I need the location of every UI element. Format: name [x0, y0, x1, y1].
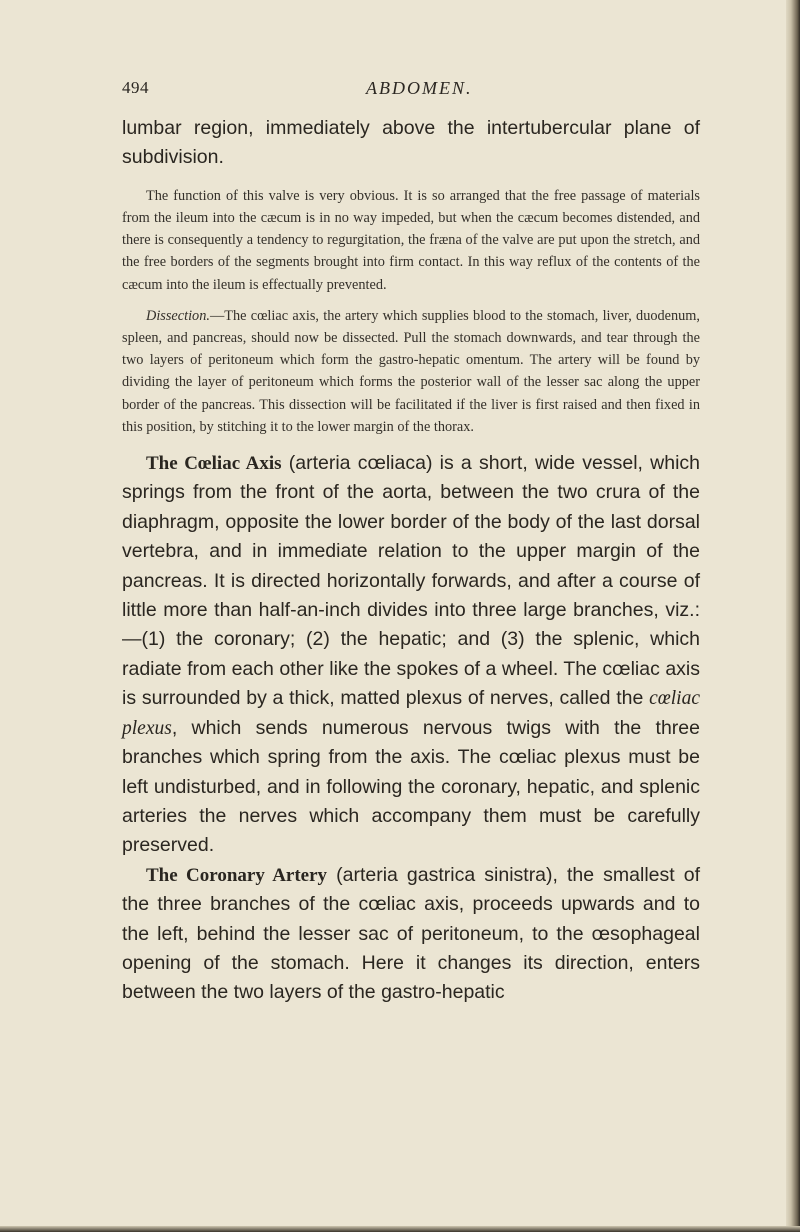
page-number: 494	[122, 78, 149, 97]
coronary-artery-text: (arteria gastrica sinistra), the smallest of the three branches of the cœliac axis, proceeds upwards and to the left, behind the lesser sac of peritoneum, to the œsophageal opening of the stomach. Here it changes its direction, enters between the two layers of the gastro-hepatic	[122, 863, 700, 1004]
paragraph-coeliac-axis	[122, 449, 700, 861]
coeliac-axis-text-b: , which sends numerous nervous twigs with the three branches which spring from the axis. The cœliac plexus must be left undisturbed, and in following the coronary, hepatic, and splenic arteries the nerves which accompany them must be carefully preserved.	[122, 716, 700, 857]
coeliac-axis-heading: The Cœliac Axis	[146, 453, 282, 475]
running-head: ABDOMEN.	[366, 78, 473, 98]
dissection-text: —The cœliac axis, the artery which supplies blood to the stomach, liver, duodenum, spleen, and pancreas, should now be dissected. Pull the stomach downwards, and tear through the two layers of peritoneum which form the gastro-hepatic omentum. The artery will be found by dividing the layer of peritoneum which forms the posterior wall of the lesser sac along the upper border of the pancreas. This dissection will be facilitated if the liver is first raised and then fixed in this position, by stitching it to the lower margin of the thorax.	[122, 307, 700, 435]
paragraph-valve-function: The function of this valve is very obvious. It is so arranged that the free passage of materials from the ileum into the cæcum is in no way impeded, but when the cæcum becomes distended, and there is consequently a tendency to regurgitation, the fræna of the valve are put upon the stretch, and the free borders of the segments brought into firm contact. In this way reflux of the contents of the cæcum into the ileum is effectually prevented.	[122, 187, 700, 293]
page-bottom-shadow	[0, 1226, 800, 1232]
page-body	[122, 114, 700, 1008]
page-edge-shadow	[786, 0, 800, 1232]
dissection-heading: Dissection.	[146, 307, 210, 324]
page-header	[122, 78, 702, 102]
paragraph-continuation: lumbar region, immediately above the intertubercular plane of subdivision.	[122, 117, 700, 169]
paragraph-dissection	[122, 305, 700, 438]
coeliac-plexus-term: cœliac plexus	[122, 688, 700, 739]
coeliac-axis-text-a: (arteria cœliaca) is a short, wide vessel, which springs from the front of the aorta, between the two crura of the diaphragm, opposite the lower border of the body of the last dorsal vertebra, and in immediate relation to the upper margin of the pancreas. It is directed horizontally forwards, and after a course of little more than half-an-inch divides into three large branches, viz.:—(1) the coronary; (2) the hepatic; and (3) the splenic, which radiate from each other like the spokes of a wheel. The cœliac axis is surrounded by a thick, matted plexus of nerves, called the	[122, 452, 700, 710]
paragraph-coronary-artery	[122, 861, 700, 1008]
coronary-artery-heading: The Coronary Artery	[146, 864, 328, 886]
